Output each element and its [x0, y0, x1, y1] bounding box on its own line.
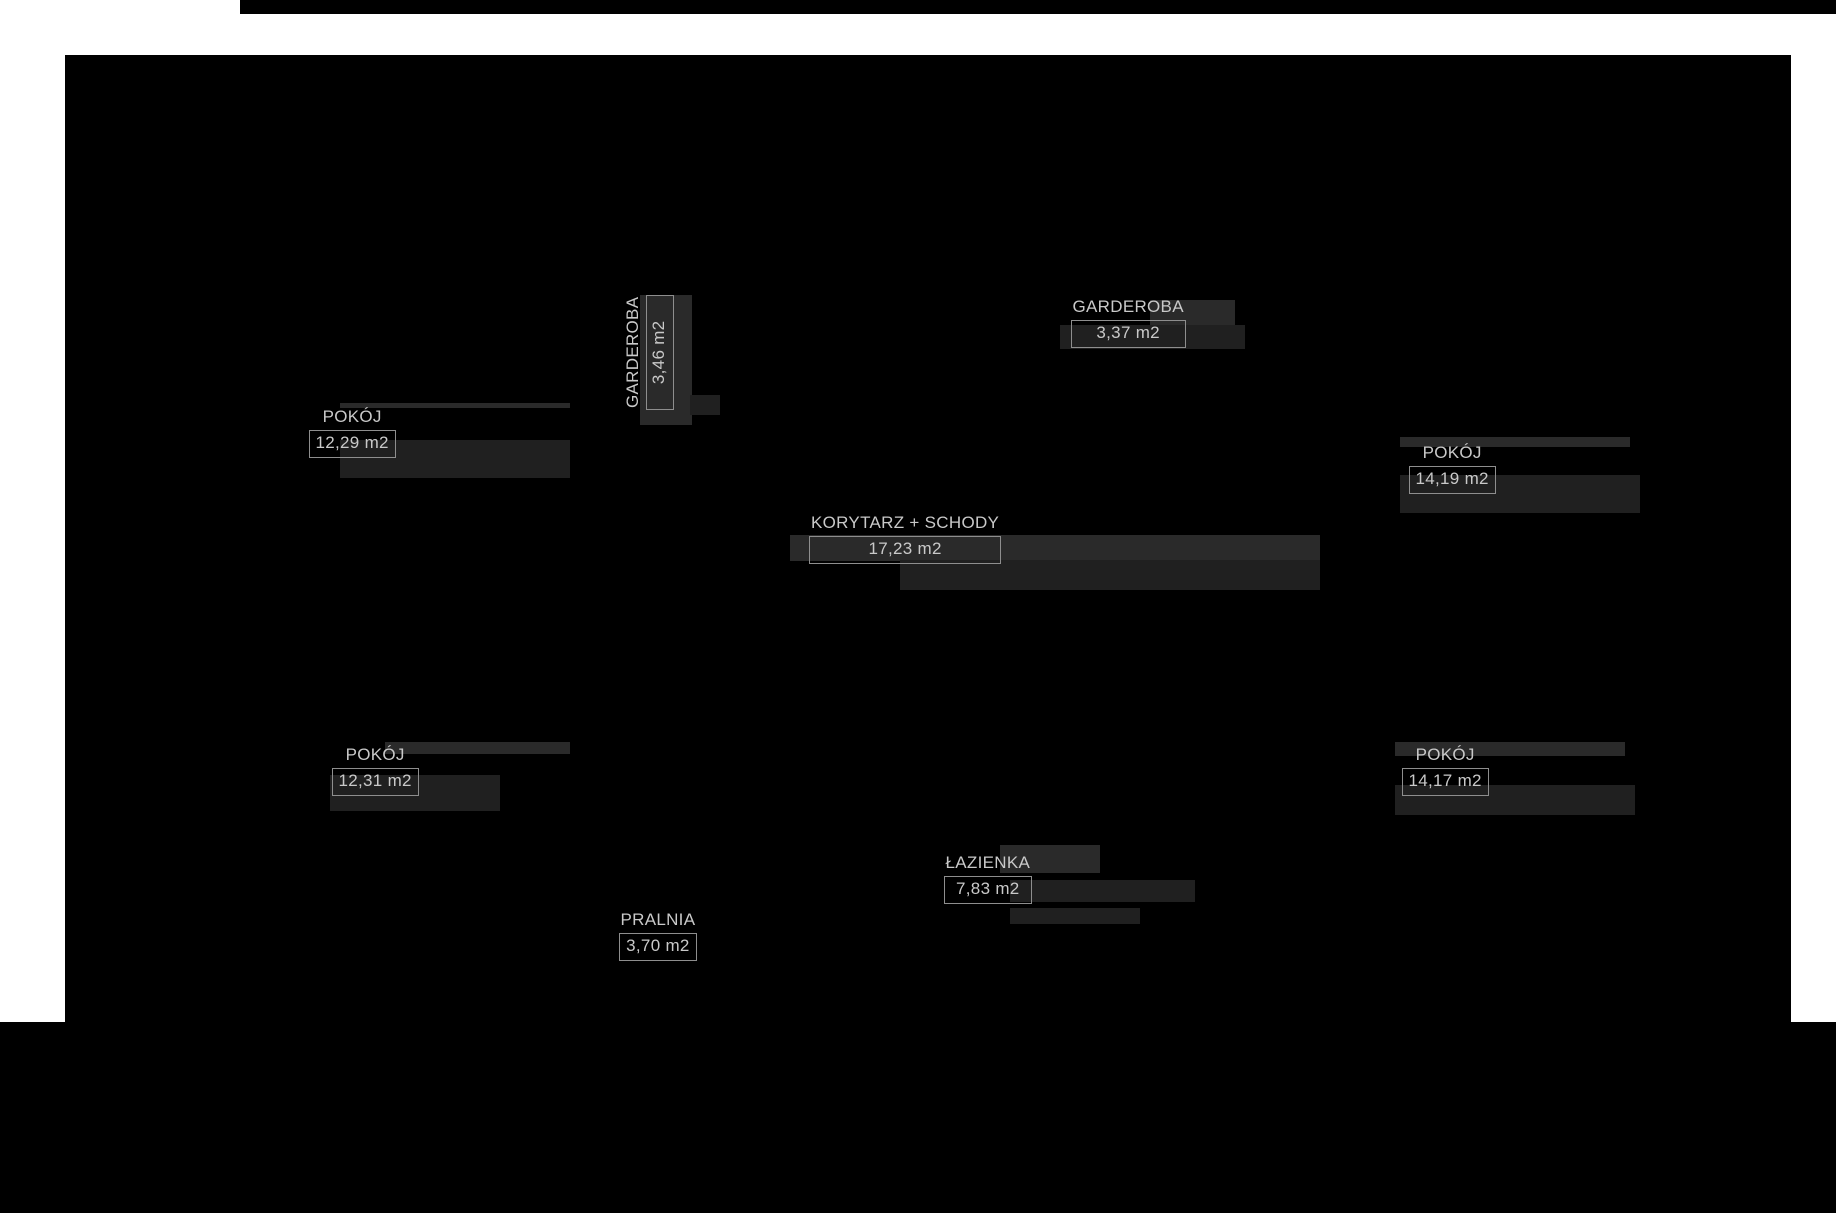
wall-segment: [1010, 880, 1195, 902]
wall-segment: [690, 395, 720, 415]
bottom-border-block: [0, 1022, 1836, 1213]
room-name: GARDEROBA: [623, 296, 642, 408]
room-area: 3,70 m2: [619, 933, 698, 961]
room-area: 7,83 m2: [944, 876, 1033, 904]
room-area: 17,23 m2: [809, 536, 1001, 564]
room-label-lazienka: [944, 852, 1033, 904]
room-area: 14,17 m2: [1402, 768, 1489, 796]
room-label-pokoj-ne: [1409, 442, 1496, 494]
room-area: 3,37 m2: [1071, 320, 1186, 348]
room-area: 12,29 m2: [309, 430, 396, 458]
room-label-garderoba-w: [622, 294, 674, 409]
room-label-pokoj-nw: [309, 406, 396, 458]
room-name: KORYTARZ + SCHODY: [811, 513, 1000, 532]
room-name: POKÓJ: [345, 745, 405, 764]
room-area: 12,31 m2: [332, 768, 419, 796]
room-name: POKÓJ: [1422, 443, 1482, 462]
room-name: GARDEROBA: [1072, 297, 1184, 316]
room-name: ŁAZIENKA: [945, 853, 1031, 872]
room-name: POKÓJ: [1415, 745, 1475, 764]
room-area: 14,19 m2: [1409, 466, 1496, 494]
room-label-garderoba-e: [1071, 296, 1186, 348]
room-label-korytarz: [809, 512, 1001, 564]
wall-segment: [900, 560, 1320, 590]
wall-segment: [1010, 908, 1140, 924]
room-name: PRALNIA: [620, 910, 696, 929]
room-label-pokoj-se: [1402, 744, 1489, 796]
room-label-pralnia: [619, 909, 698, 961]
room-area: 3,46 m2: [646, 294, 674, 409]
room-name: POKÓJ: [322, 407, 382, 426]
top-border-bar: [240, 0, 1836, 14]
room-label-pokoj-sw: [332, 744, 419, 796]
